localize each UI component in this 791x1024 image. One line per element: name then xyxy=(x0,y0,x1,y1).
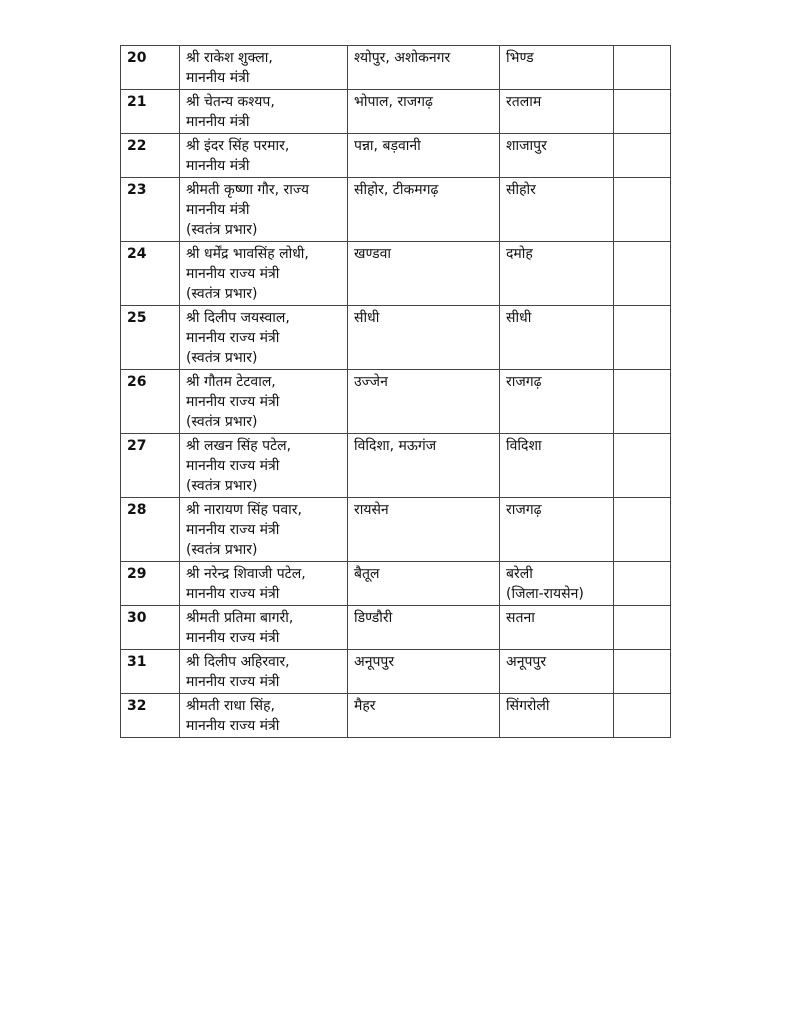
serial-number-cell: 23 xyxy=(121,178,180,242)
minister-name-line: माननीय राज्य मंत्री xyxy=(186,586,280,602)
table-row xyxy=(121,178,671,242)
charge-district-cell xyxy=(500,498,614,562)
table-row xyxy=(121,306,671,370)
districts-cell xyxy=(348,306,500,370)
minister-name-line: (स्वतंत्र प्रभार) xyxy=(186,222,258,238)
empty-cell xyxy=(614,562,671,606)
minister-name-line: माननीय राज्य मंत्री xyxy=(186,630,280,646)
minister-name-line: (स्वतंत्र प्रभार) xyxy=(186,478,258,494)
minister-name-cell xyxy=(180,306,348,370)
empty-cell xyxy=(614,434,671,498)
charge-district-line: दमोह xyxy=(506,246,533,262)
charge-district-line: (जिला-रायसेन) xyxy=(506,586,584,602)
serial-number-cell: 25 xyxy=(121,306,180,370)
minister-name-cell xyxy=(180,134,348,178)
minister-name-cell xyxy=(180,178,348,242)
empty-cell xyxy=(614,498,671,562)
empty-cell xyxy=(614,90,671,134)
minister-name-cell xyxy=(180,498,348,562)
charge-district-line: बरेली xyxy=(506,566,533,582)
districts-cell xyxy=(348,650,500,694)
charge-district-cell xyxy=(500,606,614,650)
empty-cell xyxy=(614,694,671,738)
charge-district-cell xyxy=(500,562,614,606)
empty-cell xyxy=(614,370,671,434)
table-row xyxy=(121,650,671,694)
charge-district-line: शाजापुर xyxy=(506,138,547,154)
minister-name-cell xyxy=(180,562,348,606)
districts-text: विदिशा, मऊगंज xyxy=(354,438,437,454)
minister-name-line: श्री लखन सिंह पटेल, xyxy=(186,438,292,454)
minister-name-line: श्री धर्मेंद्र भावसिंह लोधी, xyxy=(186,246,309,262)
districts-cell xyxy=(348,90,500,134)
serial-number-cell: 30 xyxy=(121,606,180,650)
districts-text: उज्जेन xyxy=(354,374,388,390)
districts-cell xyxy=(348,562,500,606)
charge-district-cell xyxy=(500,434,614,498)
minister-name-line: (स्वतंत्र प्रभार) xyxy=(186,286,258,302)
minister-name-line: माननीय मंत्री xyxy=(186,202,250,218)
minister-name-cell xyxy=(180,606,348,650)
table-row xyxy=(121,498,671,562)
minister-name-line: माननीय राज्य मंत्री xyxy=(186,522,280,538)
empty-cell xyxy=(614,242,671,306)
minister-name-line: श्री चेतन्य कश्यप, xyxy=(186,94,275,110)
charge-district-line: राजगढ़ xyxy=(506,502,542,518)
districts-cell xyxy=(348,134,500,178)
minister-name-line: श्री गौतम टेटवाल, xyxy=(186,374,276,390)
charge-district-line: अनूपपुर xyxy=(506,654,547,670)
districts-cell xyxy=(348,694,500,738)
serial-number-cell: 32 xyxy=(121,694,180,738)
minister-name-cell xyxy=(180,434,348,498)
minister-name-cell xyxy=(180,650,348,694)
charge-district-cell xyxy=(500,650,614,694)
minister-name-line: माननीय राज्य मंत्री xyxy=(186,330,280,346)
districts-text: भोपाल, राजगढ़ xyxy=(354,94,433,110)
charge-district-line: विदिशा xyxy=(506,438,542,454)
districts-text: अनूपपुर xyxy=(354,654,395,670)
minister-name-line: (स्वतंत्र प्रभार) xyxy=(186,350,258,366)
charge-district-line: सतना xyxy=(506,610,535,626)
charge-district-line: राजगढ़ xyxy=(506,374,542,390)
table-row xyxy=(121,370,671,434)
empty-cell xyxy=(614,178,671,242)
districts-text: खण्डवा xyxy=(354,246,392,262)
districts-cell xyxy=(348,178,500,242)
minister-name-line: श्री नारायण सिंह पवार, xyxy=(186,502,302,518)
serial-number-cell: 22 xyxy=(121,134,180,178)
minister-name-line: श्री दिलीप जयस्वाल, xyxy=(186,310,290,326)
charge-district-cell xyxy=(500,178,614,242)
table-row xyxy=(121,434,671,498)
minister-name-line: श्रीमती प्रतिमा बागरी, xyxy=(186,610,294,626)
districts-cell xyxy=(348,242,500,306)
minister-name-line: श्री इंदर सिंह परमार, xyxy=(186,138,290,154)
districts-text: सीधी xyxy=(354,310,380,326)
charge-district-line: सिंगरोली xyxy=(506,698,550,714)
table-row xyxy=(121,694,671,738)
empty-cell xyxy=(614,650,671,694)
serial-number-cell: 21 xyxy=(121,90,180,134)
serial-number-cell: 29 xyxy=(121,562,180,606)
minister-name-line: श्रीमती राधा सिंह, xyxy=(186,698,275,714)
table-row xyxy=(121,242,671,306)
empty-cell xyxy=(614,606,671,650)
minister-name-line: माननीय मंत्री xyxy=(186,158,250,174)
minister-name-line: श्री दिलीप अहिरवार, xyxy=(186,654,290,670)
districts-cell xyxy=(348,46,500,90)
charge-district-cell xyxy=(500,134,614,178)
serial-number-cell: 26 xyxy=(121,370,180,434)
minister-name-cell xyxy=(180,90,348,134)
districts-text: श्योपुर, अशोकनगर xyxy=(354,50,451,66)
charge-district-cell xyxy=(500,242,614,306)
minister-district-table xyxy=(120,45,671,738)
serial-number-cell: 31 xyxy=(121,650,180,694)
minister-name-line: (स्वतंत्र प्रभार) xyxy=(186,542,258,558)
charge-district-line: भिण्ड xyxy=(506,50,534,66)
charge-district-line: सीहोर xyxy=(506,182,536,198)
minister-name-line: माननीय राज्य मंत्री xyxy=(186,674,280,690)
districts-text: रायसेन xyxy=(354,502,389,518)
minister-name-cell xyxy=(180,370,348,434)
minister-name-line: माननीय मंत्री xyxy=(186,114,250,130)
serial-number-cell: 28 xyxy=(121,498,180,562)
table-row xyxy=(121,606,671,650)
empty-cell xyxy=(614,46,671,90)
charge-district-cell xyxy=(500,370,614,434)
minister-name-cell xyxy=(180,694,348,738)
empty-cell xyxy=(614,306,671,370)
charge-district-line: सीधी xyxy=(506,310,532,326)
minister-name-line: श्रीमती कृष्णा गौर, राज्य xyxy=(186,182,310,198)
empty-cell xyxy=(614,134,671,178)
districts-cell xyxy=(348,606,500,650)
charge-district-cell xyxy=(500,306,614,370)
minister-name-line: श्री राकेश शुक्ला, xyxy=(186,50,273,66)
minister-name-line: माननीय मंत्री xyxy=(186,70,250,86)
minister-name-line: (स्वतंत्र प्रभार) xyxy=(186,414,258,430)
minister-name-line: माननीय राज्य मंत्री xyxy=(186,718,280,734)
charge-district-cell xyxy=(500,694,614,738)
table-row xyxy=(121,562,671,606)
districts-cell xyxy=(348,434,500,498)
table-row xyxy=(121,134,671,178)
districts-text: डिण्डौरी xyxy=(354,610,393,626)
table-body xyxy=(121,46,671,738)
districts-cell xyxy=(348,498,500,562)
minister-name-line: श्री नरेन्द्र शिवाजी पटेल, xyxy=(186,566,306,582)
minister-name-line: माननीय राज्य मंत्री xyxy=(186,394,280,410)
districts-text: सीहोर, टीकमगढ़ xyxy=(354,182,439,198)
charge-district-cell xyxy=(500,46,614,90)
serial-number-cell: 20 xyxy=(121,46,180,90)
charge-district-cell xyxy=(500,90,614,134)
districts-text: पन्ना, बड़वानी xyxy=(354,138,421,154)
table-row xyxy=(121,90,671,134)
districts-text: मैहर xyxy=(354,698,376,714)
charge-district-line: रतलाम xyxy=(506,94,542,110)
districts-text: बैतूल xyxy=(354,566,380,582)
serial-number-cell: 27 xyxy=(121,434,180,498)
districts-cell xyxy=(348,370,500,434)
minister-name-line: माननीय राज्य मंत्री xyxy=(186,266,280,282)
minister-name-line: माननीय राज्य मंत्री xyxy=(186,458,280,474)
serial-number-cell: 24 xyxy=(121,242,180,306)
minister-name-cell xyxy=(180,46,348,90)
minister-name-cell xyxy=(180,242,348,306)
table-row xyxy=(121,46,671,90)
